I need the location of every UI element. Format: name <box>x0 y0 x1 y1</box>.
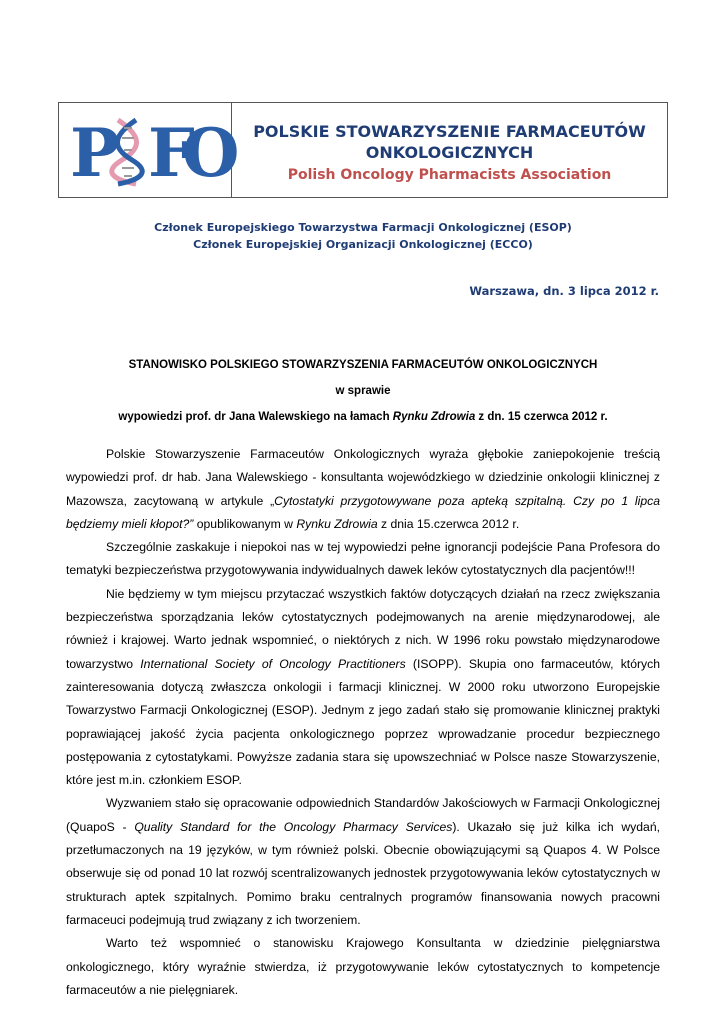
p1-text-e: z dnia 15.czerwca 2012 r. <box>377 516 520 531</box>
statement-heading <box>58 352 668 430</box>
statement-heading-line2: w sprawie <box>335 385 391 397</box>
heading-text-b: z dn. 15 czerwca 2012 r. <box>475 411 608 423</box>
p1-text-c: opublikowanym w <box>193 516 297 531</box>
p1-text-a: Polskie Stowarzyszenie Farmaceutów Onkologicznych wyraża głębokie zaniepokojenie treścią wypowiedzi prof. dr hab. Jana Walewskiego - konsultanta wojewódzkiego w dziedzinie onkologii klinicznej z Mazowsza, zacytowaną w artykule „ <box>66 447 660 508</box>
svg-text:P: P <box>70 114 120 192</box>
p3-society-name: International Society of Oncology Practitioners <box>140 656 406 671</box>
p3-text-c: (ISOPP). Skupia ono farmaceutów, których zainteresowania dotyczą zwłaszcza onkologii i farmacji klinicznej. W 2000 roku utworzono Europejskie Towarzystwo Farmacji Onkologicznej (ESOP). Jednym z jego zadań stało się promowanie klinicznej praktyki poprawiającej jakość życia pacjenta onkologicznego poprzez wprowadzanie procedur bezpiecznego postępowania z cytostatykami. Powyższe zadania stara się upowszechniać w Polsce nasze Stowarzyszenie, które jest m.in. członkiem ESOP. <box>66 656 660 788</box>
p4-text-c: ). Ukazało się już kilka ich wydań, przetłumaczonych na 19 języków, w tym również polski. Obecnie obowiązującymi są Quapos 4. W Polsce obserwuje się od ponad 10 lat rozwój scentralizowanych jednostek przygotowywania leków cytostatycznych w strukturach aptek szpitalnych. Pomimo braku centralnych programów finansowania nowych pracowni farmaceuci podejmują trud związany z ich tworzeniem. <box>66 819 660 927</box>
heading-text-italic: Rynku Zdrowia <box>392 411 476 423</box>
org-title-line2: ONKOLOGICZNYCH <box>365 143 534 162</box>
membership-line-esop: Członek Europejskiego Towarzystwa Farmacji Onkologicznej (ESOP) <box>154 221 572 234</box>
paragraph-5: Warto też wspomnieć o stanowisku Krajowego Konsultanta w dziedzinie pielęgniarstwa onkologicznego, który wyraźnie stwierdza, iż przygotowywanie leków cytostatycznych to kompetencje farmaceutów a nie pielęgniarek. <box>66 936 660 997</box>
p3-text-a: Nie będziemy w tym miejscu przytaczać wszystkich faktów dotyczących działań na rzecz zwiększania bezpieczeństwa sporządzania leków cytostatycznych podejmowanych na arenie międzynarodowej, ale również i krajowej. Warto jednak wspomnieć, o niektórych z nich. W 1996 roku powstało międzynarodowe towarzystwo <box>66 586 660 671</box>
logo-cell <box>59 103 240 197</box>
paragraph-3 <box>66 583 660 793</box>
date-line: Warszawa, dn. 3 lipca 2012 r. <box>469 284 659 298</box>
statement-heading-line1: STANOWISKO POLSKIEGO STOWARZYSZENIA FARMACEUTÓW ONKOLOGICZNYCH <box>128 359 598 371</box>
letter-body <box>66 443 660 1002</box>
heading-text-a: wypowiedzi prof. dr Jana Walewskiego na łamach <box>118 411 393 423</box>
svg-text:F: F <box>148 114 195 192</box>
paragraph-4 <box>66 792 660 932</box>
p1-article-title: Cytostatyki przygotowywane poza apteką szpitalną. Czy po 1 lipca będziemy mieli kłopot?” <box>66 493 660 531</box>
letterhead <box>58 102 668 198</box>
p4-standard-name: Quality Standard for the Oncology Pharmacy Services <box>134 819 453 834</box>
membership-block <box>58 219 668 253</box>
p1-journal-name: Rynku Zdrowia <box>296 516 378 531</box>
p4-text-a: Wyzwaniem stało się opracowanie odpowiednich Standardów Jakościowych w Farmacji Onkologicznej (QuapoS - <box>66 796 660 834</box>
svg-text:O: O <box>182 114 240 192</box>
org-subtitle: Polish Oncology Pharmacists Association <box>287 167 612 183</box>
membership-line-ecco: Członek Europejskiej Organizacji Onkologicznej (ECCO) <box>193 238 533 251</box>
statement-heading-line3 <box>58 404 668 430</box>
org-title-line1: POLSKIE STOWARZYSZENIE FARMACEUTÓW <box>253 122 646 141</box>
paragraph-1 <box>66 443 660 536</box>
psfo-logo <box>70 114 240 192</box>
paragraph-2: Szczególnie zaskakuje i niepokoi nas w tej wypowiedzi pełne ignorancji podejście Pana Profesora do tematyki bezpieczeństwa przygotowywania indywidualnych dawek leków cytostatycznych dla pacjentów!!! <box>66 540 660 578</box>
title-cell <box>232 103 667 197</box>
